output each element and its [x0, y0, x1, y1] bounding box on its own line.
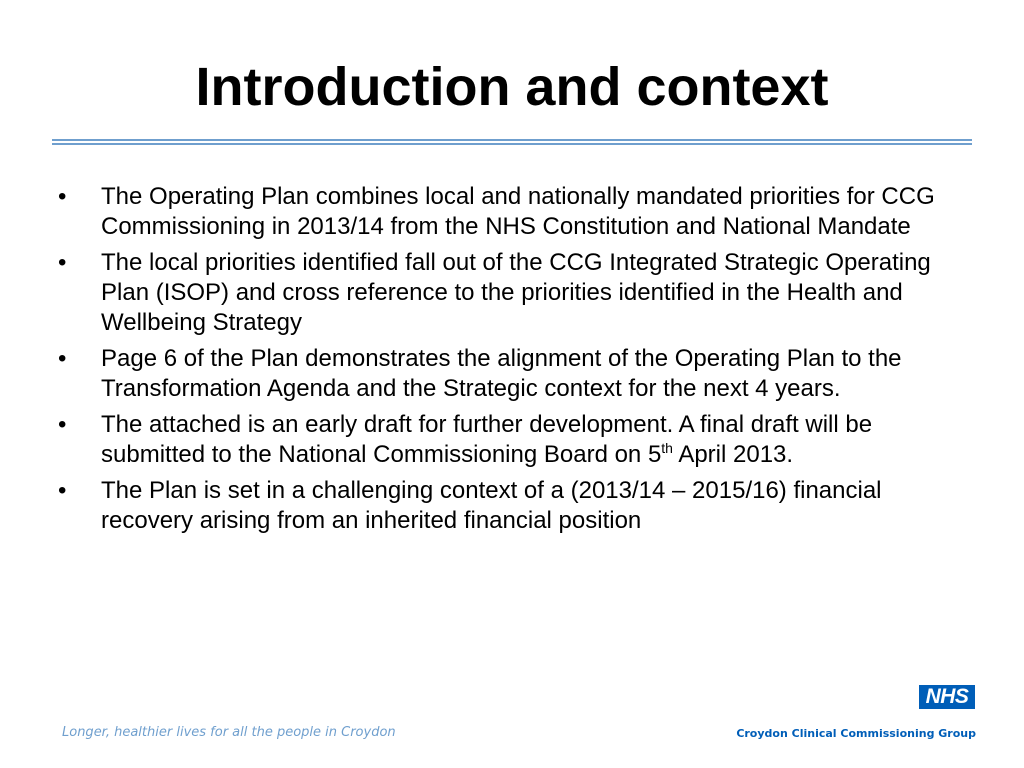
bullet-item — [58, 248, 978, 338]
bullet-marker: • — [58, 477, 67, 504]
bullet-text: The local priorities identified fall out of the CCG Integrated Strategic Operating Plan (ISOP) and cross reference to the priorities identified in the Health and Wellbeing Strategy — [101, 249, 931, 336]
bullet-text: The Plan is set in a challenging context of a (2013/14 – 2015/16) financial recovery arising from an inherited financial position — [101, 477, 882, 534]
bullet-text: The Operating Plan combines local and nationally mandated priorities for CCG Commissioning in 2013/14 from the NHS Constitution and National Mandate — [101, 183, 935, 240]
bullet-item — [58, 182, 978, 242]
organisation-name: Croydon Clinical Commissioning Group — [736, 727, 976, 740]
title-divider-bottom — [52, 143, 972, 145]
bullet-superscript: th — [661, 440, 673, 456]
nhs-logo: NHS — [919, 685, 975, 709]
bullet-marker: • — [58, 183, 67, 210]
bullet-text-after: April 2013. — [672, 441, 794, 468]
bullet-item — [58, 344, 978, 404]
bullet-text — [101, 411, 872, 468]
bullet-text-before: The attached is an early draft for further development. A final draft will be submitted to the National Commissioning Board on 5 — [101, 411, 873, 468]
bullet-marker: • — [58, 345, 67, 372]
bullet-item — [58, 476, 978, 536]
title-divider-top — [52, 139, 972, 141]
bullet-text: Page 6 of the Plan demonstrates the alignment of the Operating Plan to the Transformation Agenda and the Strategic context for the next 4 years. — [101, 345, 902, 402]
bullet-marker: • — [58, 249, 67, 276]
bullet-marker: • — [58, 411, 67, 438]
bullet-item — [58, 410, 978, 470]
slide-title: Introduction and context — [195, 57, 829, 117]
footer-tagline: Longer, healthier lives for all the people in Croydon — [62, 725, 396, 740]
bullet-list — [58, 182, 978, 542]
